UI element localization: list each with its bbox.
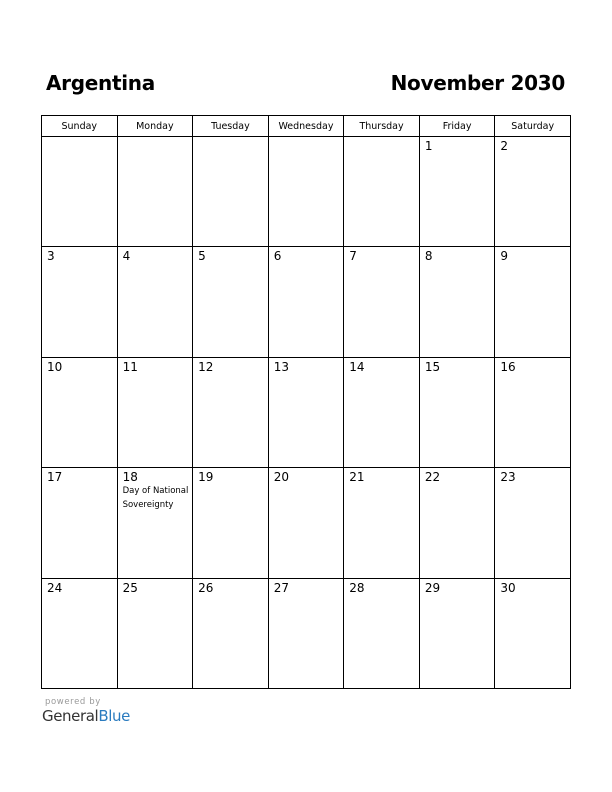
logo-general-text: General [42, 707, 99, 725]
day-cell [117, 247, 193, 357]
day-number: 23 [500, 470, 516, 485]
country-title: Argentina [46, 71, 155, 95]
day-number: 24 [47, 580, 63, 595]
day-number: 16 [500, 359, 516, 374]
day-number: 1 [424, 139, 433, 153]
day-number: 29 [424, 580, 441, 595]
week-row [42, 247, 571, 357]
day-number: 20 [273, 470, 289, 485]
day-number: 2 [500, 139, 509, 153]
holiday-label: Day of National Sovereignty [122, 486, 189, 510]
weekday-header-row [42, 116, 571, 137]
day-number: 27 [273, 580, 289, 595]
day-number: 3 [47, 249, 55, 264]
day-cell [344, 137, 420, 247]
day-cell [42, 468, 118, 578]
day-number: 25 [122, 580, 138, 595]
day-cell [268, 137, 344, 247]
day-number: 9 [500, 249, 509, 264]
day-number: 26 [198, 580, 214, 595]
day-cell [193, 137, 269, 247]
day-number [269, 137, 344, 140]
weekday-header: Thursday [344, 116, 420, 137]
generalblue-logo[interactable] [42, 707, 130, 725]
day-number: 12 [198, 359, 214, 374]
day-number: 22 [424, 470, 441, 485]
day-cell [344, 247, 420, 357]
day-cell [495, 137, 571, 247]
day-number: 17 [47, 470, 63, 485]
week-row [42, 357, 571, 467]
week-row [42, 137, 571, 247]
day-cell [419, 468, 495, 578]
day-cell [117, 137, 193, 247]
day-cell [268, 578, 344, 688]
day-cell [42, 357, 118, 467]
day-cell [419, 357, 495, 467]
weekday-header: Wednesday [268, 116, 344, 137]
day-cell [117, 357, 193, 467]
day-cell [268, 357, 344, 467]
day-cell [42, 247, 118, 357]
day-number: 11 [122, 359, 138, 374]
day-number: 7 [349, 249, 357, 264]
day-cell [42, 137, 118, 247]
day-cell [193, 357, 269, 467]
day-cell [344, 468, 420, 578]
day-number: 6 [273, 249, 282, 264]
day-number [344, 137, 419, 140]
weekday-header: Saturday [495, 116, 571, 137]
day-number: 4 [122, 249, 131, 264]
day-number: 5 [198, 249, 206, 264]
day-number: 14 [349, 359, 365, 374]
day-cell [117, 578, 193, 688]
day-number [193, 137, 268, 140]
weekday-header: Friday [419, 116, 495, 137]
weekday-header: Monday [117, 116, 193, 137]
day-number: 21 [349, 470, 365, 485]
day-cell-holiday [117, 468, 193, 578]
day-cell [495, 357, 571, 467]
day-number [118, 137, 193, 140]
week-row [42, 578, 571, 688]
day-cell [344, 357, 420, 467]
day-number: 30 [500, 580, 516, 595]
day-cell [495, 468, 571, 578]
day-cell [495, 578, 571, 688]
day-number: 19 [198, 470, 214, 485]
day-cell [193, 578, 269, 688]
day-cell [495, 247, 571, 357]
day-number: 10 [47, 359, 63, 374]
day-cell [419, 247, 495, 357]
logo-blue-text: Blue [98, 707, 130, 725]
day-cell [344, 578, 420, 688]
footer-branding[interactable] [42, 697, 130, 725]
month-year-title: November 2030 [390, 71, 565, 95]
day-number: 13 [273, 359, 289, 374]
day-number: 8 [424, 249, 433, 264]
day-number [42, 137, 117, 140]
day-cell [419, 578, 495, 688]
day-number: 15 [424, 359, 441, 374]
weekday-header: Tuesday [193, 116, 269, 137]
day-cell [193, 247, 269, 357]
day-cell [268, 247, 344, 357]
calendar-grid [41, 115, 571, 689]
day-cell [419, 137, 495, 247]
day-number: 28 [349, 580, 365, 595]
powered-by-label: powered by [45, 697, 101, 707]
day-cell [42, 578, 118, 688]
day-cell [268, 468, 344, 578]
day-cell [193, 468, 269, 578]
week-row [42, 468, 571, 578]
day-number: 18 [122, 470, 138, 485]
weekday-header: Sunday [42, 116, 118, 137]
